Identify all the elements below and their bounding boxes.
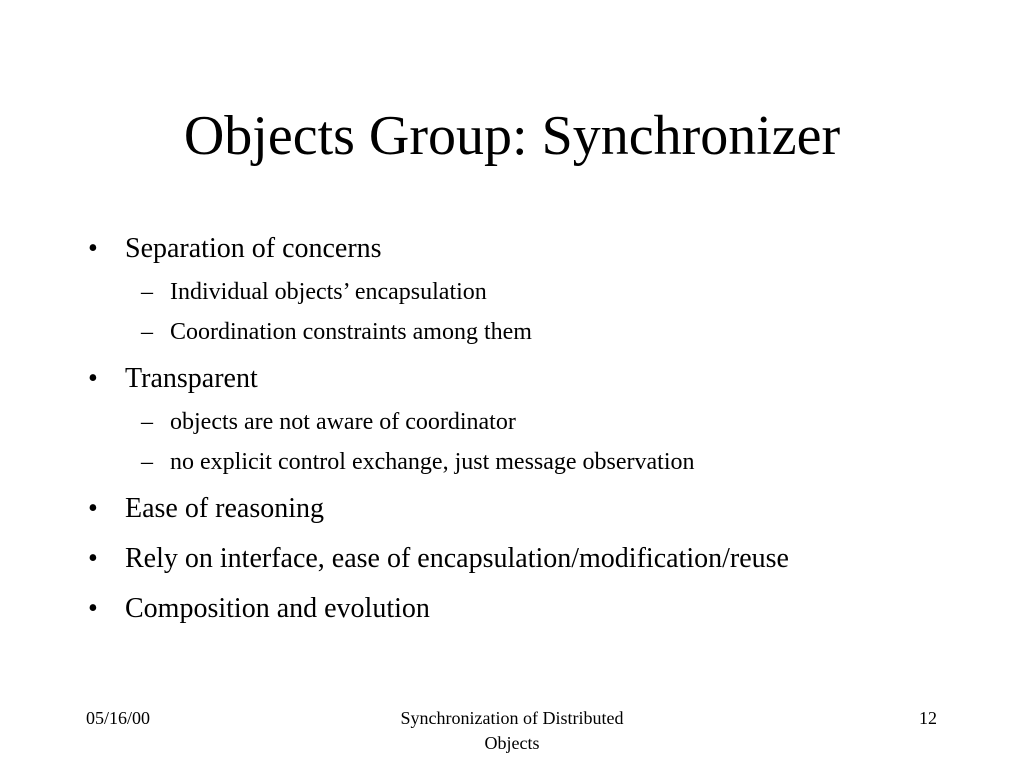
bullet-text: Rely on interface, ease of encapsulation/modification/reuse [125, 543, 789, 574]
sub-bullet-text: Individual objects’ encapsulation [170, 279, 487, 305]
bullet-text: Separation of concerns [125, 233, 382, 264]
bullet-marker: • [88, 363, 98, 394]
sub-bullet-item [84, 316, 984, 348]
sub-bullet-text: objects are not aware of coordinator [170, 409, 516, 435]
bullet-item [84, 538, 984, 580]
footer-title-line-1: Synchronization of Distributed [400, 708, 624, 728]
sub-bullet-item [84, 446, 984, 478]
sub-bullet-text: no explicit control exchange, just message observation [170, 449, 695, 475]
bullet-marker: • [88, 493, 98, 524]
sub-bullet-marker: – [141, 319, 153, 345]
sub-list [84, 406, 984, 478]
sub-bullet-marker: – [141, 279, 153, 305]
sub-list [84, 276, 984, 348]
footer-title-line-2: Objects [484, 733, 540, 753]
slide-title: Objects Group: Synchronizer [183, 105, 841, 167]
bullet-item [84, 358, 984, 400]
sub-bullet-item [84, 406, 984, 438]
bullet-text: Ease of reasoning [125, 493, 325, 524]
footer-date: 05/16/00 [86, 708, 151, 728]
page-number: 12 [919, 708, 937, 728]
bullet-marker: • [88, 233, 98, 264]
sub-bullet-marker: – [141, 449, 153, 475]
bullet-text: Transparent [125, 363, 258, 394]
bullet-list [84, 228, 984, 638]
sub-bullet-item [84, 276, 984, 308]
bullet-item [84, 588, 984, 630]
footer-title [362, 706, 662, 756]
bullet-marker: • [88, 543, 98, 574]
bullet-text: Composition and evolution [125, 593, 430, 624]
bullet-marker: • [88, 593, 98, 624]
bullet-item [84, 488, 984, 530]
bullet-item [84, 228, 984, 270]
sub-bullet-marker: – [141, 409, 153, 435]
sub-bullet-text: Coordination constraints among them [170, 319, 532, 345]
